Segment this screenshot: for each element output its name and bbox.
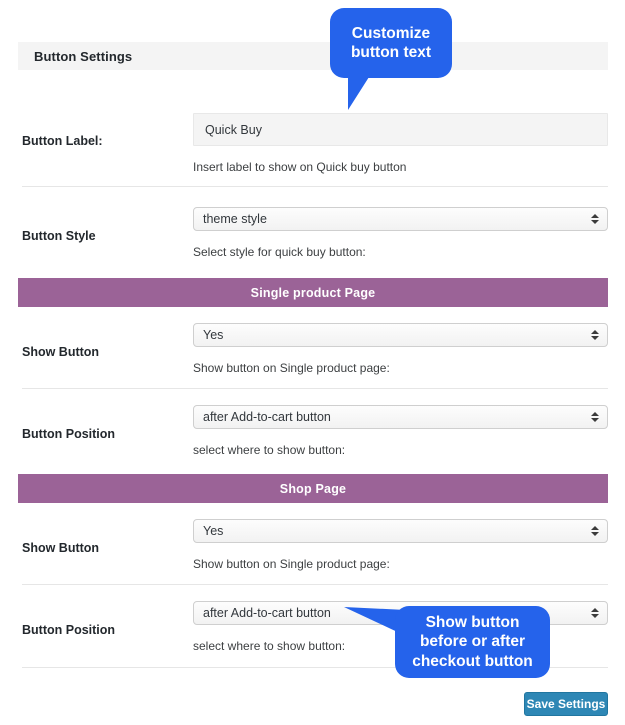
field-description-button-position-single: select where to show button:: [193, 443, 346, 457]
panel-header: [18, 42, 608, 70]
section-bar-shop-page: Shop Page: [18, 474, 608, 503]
button-style-select-value: theme style: [193, 207, 608, 231]
field-control-button-label: [193, 113, 608, 176]
callout-customize-button-text: [330, 8, 452, 78]
divider: [22, 584, 608, 585]
button-label-input[interactable]: [193, 113, 608, 146]
callout-1-line1: Customize: [351, 24, 431, 42]
show-button-single-select-value: Yes: [193, 323, 608, 347]
callout-2-line2: before or after: [419, 633, 526, 651]
button-style-select[interactable]: [193, 207, 608, 231]
field-control-button-position-single: [193, 405, 608, 459]
section-bar-single-product-page: Single product Page: [18, 278, 608, 307]
field-description-button-style: Select style for quick buy button:: [193, 245, 366, 259]
field-description-button-label: Insert label to show on Quick buy button: [193, 160, 407, 174]
field-label-button-style: Button Style: [22, 229, 96, 243]
field-label-show-button-shop: Show Button: [22, 541, 100, 555]
save-settings-button[interactable]: Save Settings: [524, 692, 608, 716]
callout-1-line2: button text: [350, 44, 432, 61]
field-description-show-button-shop: Show button on Single product page:: [193, 557, 390, 571]
callout-show-button-position: [395, 606, 550, 678]
field-description-show-button-single: Show button on Single product page:: [193, 361, 390, 375]
button-position-single-select[interactable]: [193, 405, 608, 429]
divider: [22, 186, 608, 187]
field-control-button-style: [193, 207, 608, 261]
field-description-button-position-shop: select where to show button:: [193, 639, 346, 653]
callout-2-line1: Show button: [425, 613, 520, 631]
button-position-shop-select-value: after Add-to-cart button: [193, 601, 608, 625]
field-label-button-position-single: Button Position: [22, 427, 116, 441]
show-button-shop-select-value: Yes: [193, 519, 608, 543]
field-control-show-button-single: [193, 323, 608, 377]
field-label-show-button-single: Show Button: [22, 345, 100, 359]
divider: [22, 388, 608, 389]
callout-2-line3: checkout button: [412, 652, 533, 670]
field-label-button-label: Button Label:: [22, 134, 103, 148]
page-title: Button Settings: [34, 48, 133, 64]
button-position-single-select-value: after Add-to-cart button: [193, 405, 608, 429]
field-label-button-position-shop: Button Position: [22, 623, 116, 637]
show-button-single-select[interactable]: [193, 323, 608, 347]
show-button-shop-select[interactable]: [193, 519, 608, 543]
field-control-show-button-shop: [193, 519, 608, 573]
